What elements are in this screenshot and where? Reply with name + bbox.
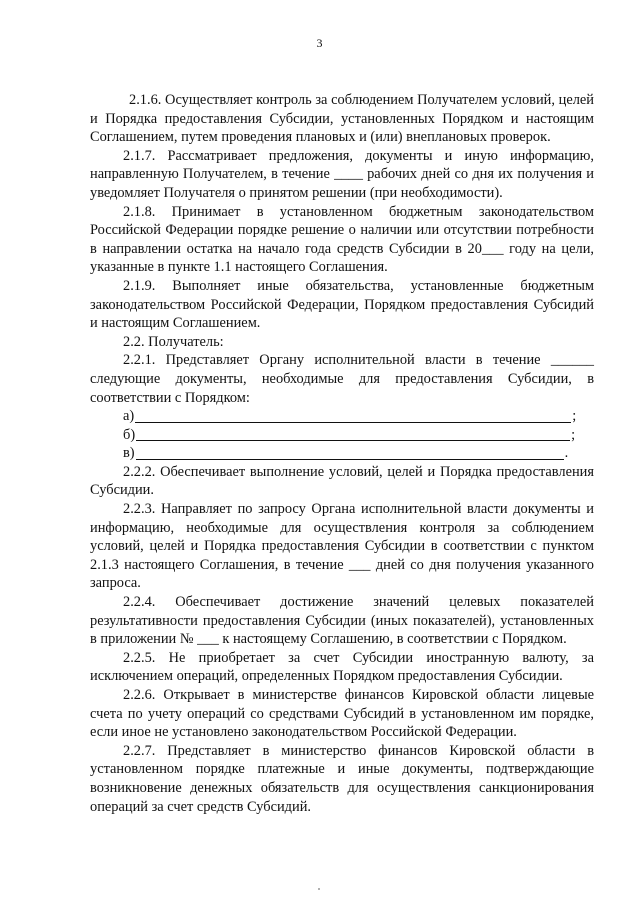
paragraph-2-2-2: 2.2.2. Обеспечивает выполнение условий, целей и Порядка предоставления Субсидии. (90, 463, 594, 499)
paragraph-2-1-6: 2.1.6. Осуществляет контроль за соблюдением Получателем условий, целей и Порядка предоставления Субсидии, установленных Порядком и настоящим Соглашением, путем проведения плановых и (или) внеплановых проверок. (90, 92, 594, 146)
document-body (90, 91, 594, 816)
scan-speck (318, 888, 320, 890)
paragraph-2-2-1: 2.2.1. Представляет Органу исполнительной власти в течение ______ следующие документы, необходимые для предоставления Субсидии, в соответствии с Порядком: (90, 352, 594, 406)
paragraph-2-2-5: 2.2.5. Не приобретает за счет Субсидии иностранную валюту, за исключением операций, определенных Порядком предоставления Субсидии. (90, 649, 594, 685)
paragraph-2-1-8: 2.1.8. Принимает в установленном бюджетным законодательством Российской Федерации порядке решение о наличии или отсутствии потребности в направлении остатка на начало года средств Субсидии в 20___ году на цели, указанные в пункте 1.1 настоящего Соглашения. (90, 203, 594, 276)
list-item-label: б) (123, 426, 136, 443)
paragraph-2-2-6: 2.2.6. Открывает в министерстве финансов Кировской области лицевые счета по учету операций со средствами Субсидий в установленном им порядке, если иное не установлено законодательством Российской Федерации. (90, 687, 594, 741)
list-item-label: а) (123, 408, 135, 425)
paragraph-2-2-3: 2.2.3. Направляет по запросу Органа исполнительной власти документы и информацию, необходимые для осуществления контроля за соблюдением условий, целей и Порядка предоставления Субсидии в соответствии с пунктом 2.1.3 настоящего Соглашения, в течение ___ дней со дня получения указанного запроса. (90, 501, 594, 592)
list-item-label: в) (123, 445, 135, 462)
list-item (123, 426, 594, 445)
paragraph-2-2-7: 2.2.7. Представляет в министерство финансов Кировской области в установленном порядке платежные и иные документы, подтверждающие возникновение денежных обязательств для осуществления санкционирования операций за счет средств Субсидий. (90, 742, 594, 815)
blank-line (135, 409, 571, 423)
list-item-end: ; (572, 408, 577, 425)
paragraph-2-1-7: 2.1.7. Рассматривает предложения, документы и иную информацию, направленную Получателем, в течение ____ рабочих дней со дня их получения и уведомляет Получателя о принятом решении (при необходимости). (90, 147, 594, 201)
list-item-end: ; (571, 426, 576, 443)
list-item (123, 407, 594, 426)
blank-line (136, 446, 564, 460)
list-item (123, 444, 594, 463)
paragraph-2-1-9: 2.1.9. Выполняет иные обязательства, установленные бюджетным законодательством Российской Федерации, Порядком предоставления Субсидий и настоящим Соглашением. (90, 277, 594, 332)
page-number: 3 (316, 36, 323, 50)
blank-line (136, 427, 570, 441)
list-item-end: . (564, 445, 569, 462)
paragraph-2-2: 2.2. Получатель: (123, 333, 224, 350)
paragraph-2-2-4: 2.2.4. Обеспечивает достижение значений целевых показателей результативности предоставления Субсидии (иных показателей), установленных в приложении № ___ к настоящему Соглашению, в соответствии с Порядком. (90, 594, 594, 648)
